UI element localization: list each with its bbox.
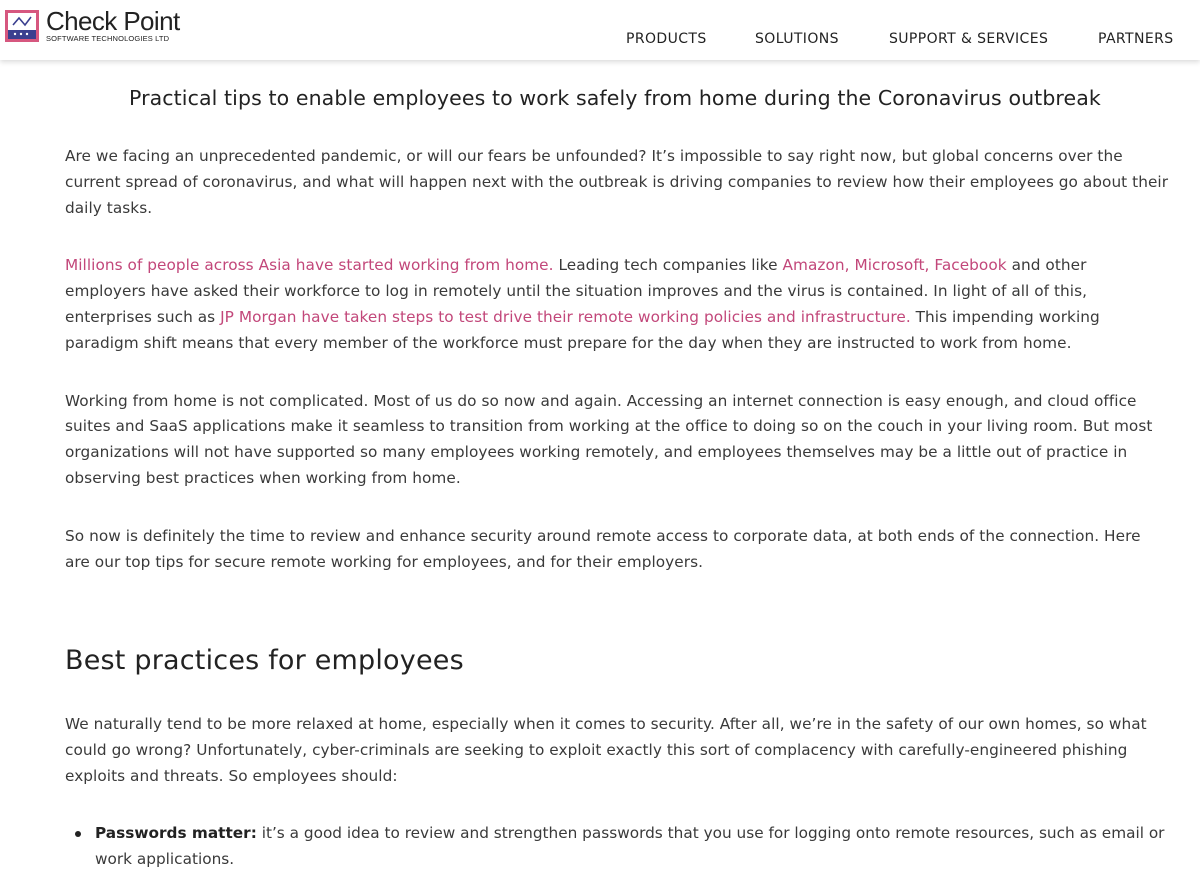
page-title: Practical tips to enable employees to work safely from home during the Coronavirus outbreak bbox=[129, 86, 1101, 110]
best-practices-intro-paragraph: We naturally tend to be more relaxed at home, especially when it comes to security. After all, we’re in the safety of our own homes, so what could go wrong? Unfortunately, cyber-criminals are seeking to exploit exactly this sort of complacency with carefully-engineered phishing exploits and threats. So employees should: bbox=[65, 715, 1147, 785]
nav-partners[interactable]: PARTNERS bbox=[1098, 31, 1174, 47]
bullet-icon bbox=[75, 831, 81, 837]
intro-paragraph: Are we facing an unprecedented pandemic, or will our fears be unfounded? It’s impossible to say right now, but global concerns over the current spread of coronavirus, and what will happen next with the outbreak is driving companies to review how their employees go about their daily tasks. bbox=[65, 147, 1169, 217]
tip-text: it’s a good idea to review and strengthen passwords that you use for logging onto remote resources, such as email or work applications. bbox=[95, 823, 1165, 868]
nav-support-services[interactable]: SUPPORT & SERVICES bbox=[889, 31, 1049, 47]
section-heading: Best practices for employees bbox=[65, 645, 464, 677]
article-content bbox=[0, 86, 1170, 872]
check-point-logo-icon bbox=[5, 10, 39, 42]
working-from-home-paragraph: Working from home is not complicated. Most of us do so now and again. Accessing an internet connection is easy enough, and cloud office suites and SaaS applications make it seamless to transition from working at the office to doing so on the couch in your living room. But most organizations will not have supported so many employees working remotely, and employees themselves may be a little out of practice in observing best practices when working from home. bbox=[65, 391, 1153, 487]
nav-products[interactable]: PRODUCTS bbox=[626, 31, 707, 47]
tech-companies-link[interactable]: Amazon, Microsoft, Facebook bbox=[782, 256, 1007, 275]
logo-wordmark bbox=[46, 6, 180, 43]
top-navigation-bar bbox=[0, 0, 1200, 60]
nav-solutions[interactable]: SOLUTIONS bbox=[755, 31, 839, 47]
tip-label: Passwords matter: bbox=[95, 823, 257, 842]
context-paragraph bbox=[65, 253, 1170, 356]
jp-morgan-link[interactable]: JP Morgan have taken steps to test drive their remote working policies and infrastructure. bbox=[220, 307, 911, 326]
tips-list bbox=[65, 821, 1170, 873]
paragraph-text: This impending working paradigm shift means that every member of the workforce must prepare for the day when they are instructed to work from home. bbox=[65, 307, 1100, 352]
check-point-logo[interactable] bbox=[5, 6, 180, 43]
paragraph-text: Leading tech companies like bbox=[553, 256, 783, 275]
list-item bbox=[95, 821, 1170, 873]
millions-asia-link[interactable]: Millions of people across Asia have started working from home. bbox=[65, 256, 554, 275]
paragraph-text: and other employers have asked their workforce to log in remotely until the situation improves and the virus is contained. In light of all of this, enterprises such as bbox=[65, 256, 1088, 326]
brand-name: Check Point bbox=[46, 6, 180, 36]
review-security-paragraph: So now is definitely the time to review and enhance security around remote access to corporate data, at both ends of the connection. Here are our top tips for secure remote working for employees, and for their employers. bbox=[65, 526, 1141, 571]
brand-subtitle: SOFTWARE TECHNOLOGIES LTD bbox=[46, 34, 170, 43]
